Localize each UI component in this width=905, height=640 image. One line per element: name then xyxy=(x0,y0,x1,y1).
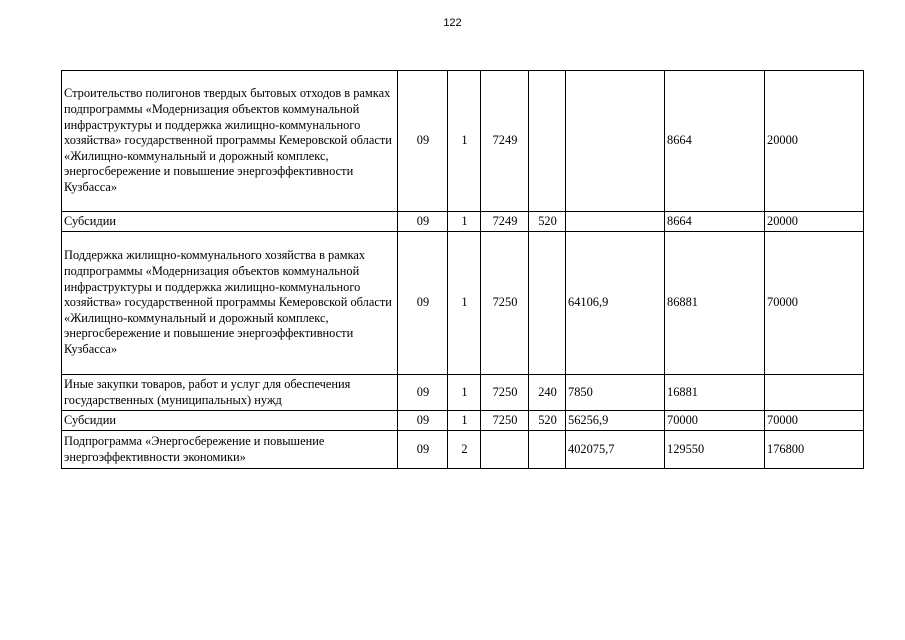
section-code: 09 xyxy=(398,71,448,212)
row-description: Подпрограмма «Энергосбережение и повышение энергоэффективности экономики» xyxy=(62,431,398,469)
expense-type-code: 520 xyxy=(529,212,566,232)
expense-type-code: 520 xyxy=(529,411,566,431)
sum-year-1: 56256,9 xyxy=(566,411,665,431)
target-code: 7250 xyxy=(481,232,529,375)
target-code xyxy=(481,431,529,469)
target-code: 7249 xyxy=(481,71,529,212)
section-code: 09 xyxy=(398,375,448,411)
sum-year-1 xyxy=(566,71,665,212)
budget-table xyxy=(61,70,864,469)
subprogram-code: 1 xyxy=(448,232,481,375)
sum-year-3: 176800 xyxy=(765,431,864,469)
target-code: 7250 xyxy=(481,375,529,411)
expense-type-code xyxy=(529,71,566,212)
row-description: Поддержка жилищно-коммунального хозяйства в рамках подпрограммы «Модернизация объектов коммунальной инфраструктуры и поддержка жилищно-коммунального хозяйства» государственной программы Кемеровской области «Жилищно-коммунальный и дорожный комплекс, энергосбережение и повышение энергоэффективности Кузбасса» xyxy=(62,232,398,375)
sum-year-2: 129550 xyxy=(665,431,765,469)
budget-table-body xyxy=(62,71,864,469)
sum-year-2: 70000 xyxy=(665,411,765,431)
table-row xyxy=(62,411,864,431)
subprogram-code: 1 xyxy=(448,411,481,431)
sum-year-1 xyxy=(566,212,665,232)
table-row xyxy=(62,232,864,375)
sum-year-3 xyxy=(765,375,864,411)
subprogram-code: 1 xyxy=(448,375,481,411)
expense-type-code: 240 xyxy=(529,375,566,411)
row-description: Строительство полигонов твердых бытовых отходов в рамках подпрограммы «Модернизация объектов коммунальной инфраструктуры и поддержка жилищно-коммунального хозяйства» государственной программы Кемеровской области «Жилищно-коммунальный и дорожный комплекс, энергосбережение и повышение энергоэффективности Кузбасса» xyxy=(62,71,398,212)
sum-year-2: 8664 xyxy=(665,212,765,232)
table-row xyxy=(62,431,864,469)
section-code: 09 xyxy=(398,232,448,375)
sum-year-1: 64106,9 xyxy=(566,232,665,375)
expense-type-code xyxy=(529,431,566,469)
sum-year-2: 16881 xyxy=(665,375,765,411)
target-code: 7249 xyxy=(481,212,529,232)
table-row xyxy=(62,71,864,212)
subprogram-code: 2 xyxy=(448,431,481,469)
expense-type-code xyxy=(529,232,566,375)
section-code: 09 xyxy=(398,212,448,232)
row-description: Субсидии xyxy=(62,212,398,232)
target-code: 7250 xyxy=(481,411,529,431)
sum-year-3: 20000 xyxy=(765,71,864,212)
sum-year-2: 8664 xyxy=(665,71,765,212)
row-description: Субсидии xyxy=(62,411,398,431)
row-description: Иные закупки товаров, работ и услуг для обеспечения государственных (муниципальных) нужд xyxy=(62,375,398,411)
table-row xyxy=(62,212,864,232)
section-code: 09 xyxy=(398,431,448,469)
sum-year-3: 70000 xyxy=(765,411,864,431)
page-number: 122 xyxy=(443,17,462,29)
sum-year-2: 86881 xyxy=(665,232,765,375)
sum-year-1: 402075,7 xyxy=(566,431,665,469)
sum-year-1: 7850 xyxy=(566,375,665,411)
table-row xyxy=(62,375,864,411)
subprogram-code: 1 xyxy=(448,212,481,232)
subprogram-code: 1 xyxy=(448,71,481,212)
section-code: 09 xyxy=(398,411,448,431)
sum-year-3: 20000 xyxy=(765,212,864,232)
sum-year-3: 70000 xyxy=(765,232,864,375)
